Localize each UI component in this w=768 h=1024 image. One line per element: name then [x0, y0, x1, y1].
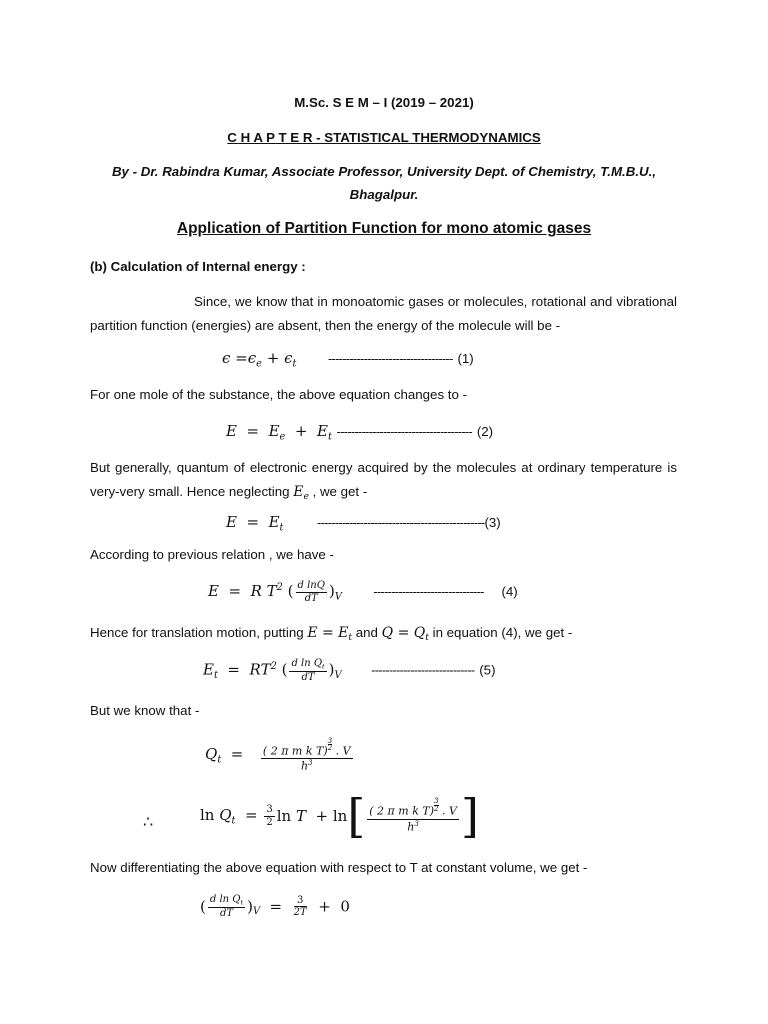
equation-partition-function: $Q_t$ = ( 2 π m k T) $^{\frac{3}{2}}$ . V $h^3$ — [205, 736, 351, 773]
equation-5: $E_t = RT^2$ ( $\frac{d \ln Q_t}{dT}$ )$_V$ ----------------------------- (5) — [203, 658, 496, 683]
equation-3: $E = E_t$ -----------------------------------------------(3) — [226, 513, 501, 534]
equation-log-partition: $\ln Q_t$ = $\frac{3}{2}$ ln T + ln[ ( 2 π m k T) $^{\frac{3}{2}}$ . V $h^3$ ] — [200, 789, 479, 843]
equation-2: $E = E_e + E_t$ -------------------------------------- (2) — [226, 422, 494, 443]
equation-5-number: (5) — [479, 662, 496, 678]
section-heading: (b) Calculation of Internal energy : — [90, 259, 306, 274]
paragraph-we-know: But we know that - — [90, 703, 200, 718]
paragraph-previous-relation: According to previous relation , we have - — [90, 547, 334, 562]
equation-1-number: (1) — [457, 351, 474, 366]
paragraph-intro: Since, we know that in monoatomic gases or molecules, rotational and vibrational partition function (energies) are absent, then the energy of the molecule will be - — [90, 294, 677, 333]
paragraph-translation: Hence for translation motion, putting $E = E_t$ and $Q = Q_t$ in equation (4), we get - — [90, 625, 573, 644]
equation-4-number: (4) — [501, 584, 518, 599]
equation-2-number: (2) — [476, 424, 494, 439]
page-title: Application of Partition Function for mono atomic gases — [176, 220, 592, 237]
chapter-heading: C H A P T E R - STATISTICAL THERMODYNAMICS — [227, 130, 541, 145]
author-line-1: By - Dr. Rabindra Kumar, Associate Professor, University Dept. of Chemistry, T.M.B.U., — [111, 164, 657, 179]
equation-derivative: ( $\frac{d \ln Q_t}{dT}$ )$_V$ = $\frac{3}{2T}$ + 0 — [200, 894, 350, 919]
therefore-symbol: ∴ — [143, 814, 154, 831]
paragraph-differentiating: Now differentiating the above equation with respect to T at constant volume, we get - — [90, 860, 588, 875]
paragraph-one-mole: For one mole of the substance, the above equation changes to - — [90, 387, 467, 402]
equation-1: $\epsilon =\epsilon_e + \epsilon_t$ ----------------------------------- (1) — [222, 349, 474, 370]
equation-4: E = R $T^2$ ( $\frac{\text{d lnQ}}{dT}$ )$_V$ ------------------------------- (4) — [208, 580, 518, 604]
author-line-2: Bhagalpur. — [349, 187, 419, 202]
course-heading: M.Sc. S E M – I (2019 – 2021) — [294, 95, 474, 110]
paragraph-electronic-energy: But generally, quantum of electronic energy acquired by the molecules at ordinary temperature is very-very small. Hence neglecting $E_e$ , we get - — [90, 460, 677, 503]
equation-3-number: (3) — [484, 515, 501, 530]
